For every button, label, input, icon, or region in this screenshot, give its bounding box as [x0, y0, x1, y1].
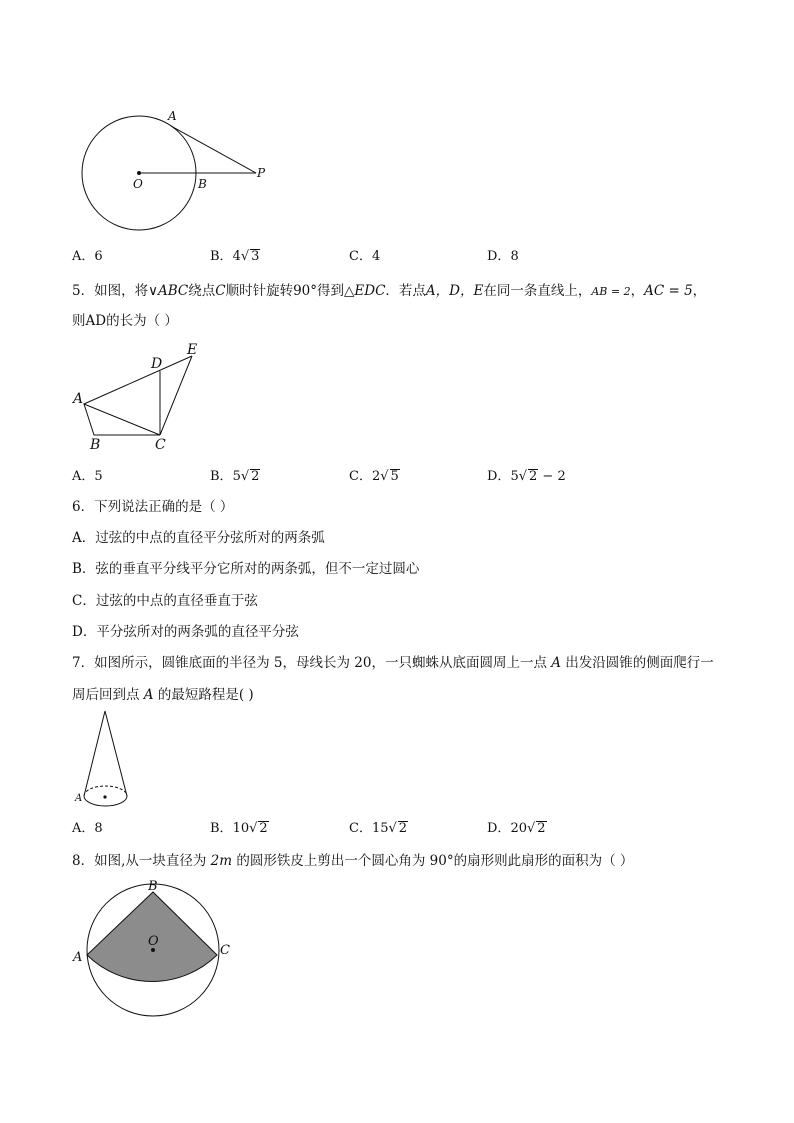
q7-stem-line2: 周后回到点 A 的最短路程是( ): [72, 687, 254, 703]
label-o: O: [148, 934, 159, 949]
q6-option-c[interactable]: C．过弦的中点的直径垂直于弦: [72, 593, 258, 609]
q6-option-a[interactable]: A．过弦的中点的直径平分弦所对的两条弧: [72, 530, 325, 546]
q7-option-d[interactable]: D．20√ 2: [487, 821, 546, 836]
base-back-arc: [84, 786, 127, 796]
q4-circle-figure: [70, 105, 280, 235]
sqrt-sign: √: [388, 821, 397, 836]
q5-option-d[interactable]: D．5√ 2 − 2: [487, 469, 566, 484]
sqrt-sign: √: [240, 249, 250, 264]
q6-stem: 6．下列说法正确的是（ ）: [72, 499, 234, 515]
label-a: A: [75, 793, 83, 804]
cone-right-side: [105, 711, 127, 796]
label-b: B: [90, 437, 101, 453]
q5-option-c[interactable]: C．2√ 5: [349, 469, 399, 484]
q8-sector-figure: [70, 875, 240, 1035]
shape-abcd: [84, 404, 160, 435]
q7-option-c[interactable]: C．15√ 2: [349, 821, 408, 836]
label-a: A: [73, 391, 84, 407]
q7-cone-figure: [70, 708, 140, 813]
label-d: D: [151, 356, 163, 372]
q6-option-b[interactable]: B．弦的垂直平分线平分它所对的两条弧，但不一定过圆心: [72, 561, 420, 577]
tangent-ap: [171, 126, 256, 173]
label-c: C: [220, 943, 230, 958]
label-a: A: [168, 109, 177, 123]
q7-option-b[interactable]: B．10√ 2: [210, 821, 268, 836]
label-p: P: [257, 166, 266, 180]
q5-stem-line1: 5．如图，将∨ABC绕点C顺时针旋转90°得到△EDC．若点A，D，E在同一条直线上，AB = 2，AC = 5，: [72, 283, 707, 299]
q5-option-a[interactable]: A．5: [72, 469, 103, 484]
sqrt-sign: √: [240, 469, 250, 484]
label-a: A: [73, 950, 83, 965]
label-b: B: [198, 177, 207, 191]
q7-stem-line1: 7．如图所示，圆锥底面的半径为 5，母线长为 20，一只蜘蛛从底面圆周上一点 A 出发沿圆锥的侧面爬行一: [72, 655, 714, 671]
center-dot: [137, 171, 141, 175]
label-c: C: [155, 437, 166, 453]
q4-option-a[interactable]: A．6: [72, 249, 103, 264]
q8-stem: 8．如图,从一块直径为 2m 的圆形铁皮上剪出一个圆心角为 90°的扇形则此扇形的面积为（ ）: [72, 853, 634, 869]
q5-triangle-figure: [70, 340, 210, 455]
q7-option-a[interactable]: A．8: [72, 821, 103, 836]
sqrt-sign: √: [380, 469, 389, 484]
sqrt-sign: √: [518, 469, 528, 484]
label-o: O: [133, 177, 143, 191]
label-b: B: [148, 879, 158, 894]
base-center-dot: [103, 795, 106, 798]
q4-option-d[interactable]: D．8: [487, 249, 519, 264]
sqrt-sign: √: [249, 821, 258, 836]
q4-option-c[interactable]: C．4: [349, 249, 381, 264]
q5-option-b[interactable]: B．5√ 2: [210, 469, 260, 484]
cone-left-side: [84, 711, 105, 796]
sqrt-sign: √: [526, 821, 536, 836]
label-e: E: [187, 342, 198, 358]
q5-stem-line2: 则AD的长为（ ）: [72, 313, 178, 329]
q4-option-b[interactable]: B．4√ 3: [210, 249, 260, 264]
q6-option-d[interactable]: D．平分弦所对的两条弧的直径平分弦: [72, 624, 299, 640]
